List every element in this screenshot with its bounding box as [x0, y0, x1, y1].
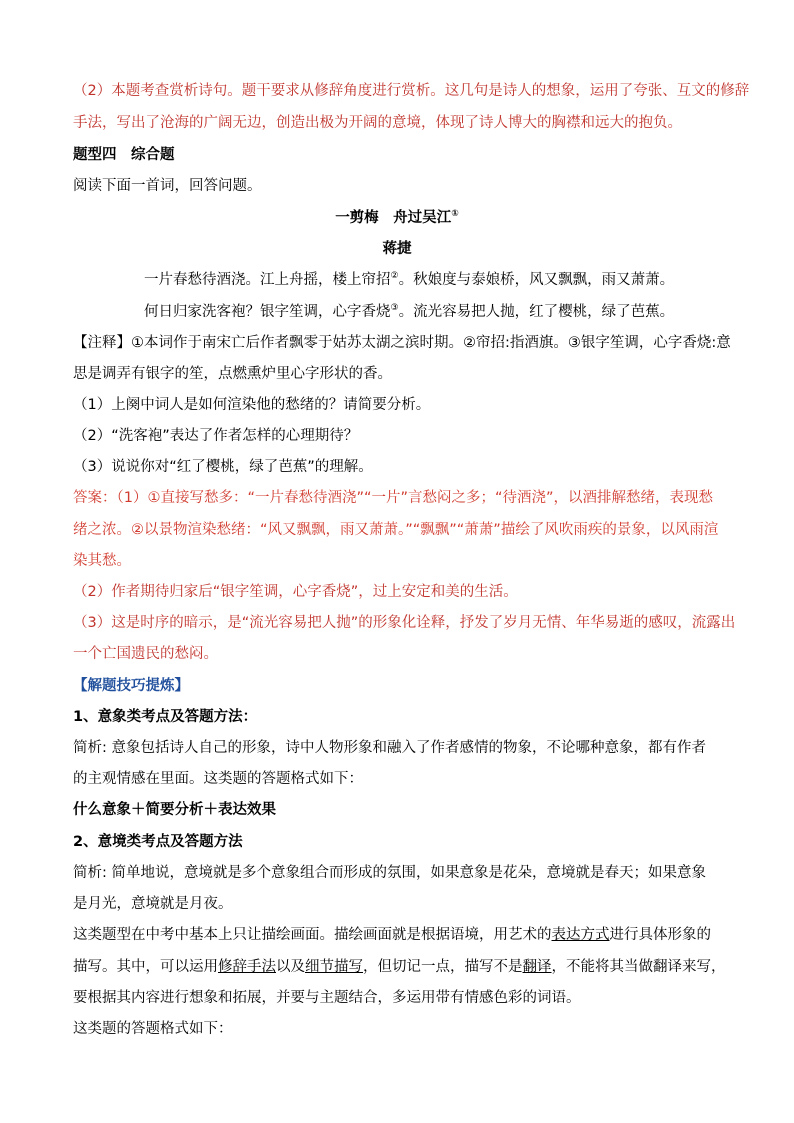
tip2-para-line1: 简析: 简单地说，意境就是多个意象组合而形成的氛围，如果意象是花朵，意境就是春天；如果意象 [73, 865, 706, 881]
notes-line2: 思是调弄有银字的笙，点燃熏炉里心字形状的香。 [73, 366, 392, 382]
tip2-para-line4: 描写。其中，可以运用修辞手法以及细节描写，但切记一点，描写不是翻译，不能将其当做翻译来写， [73, 959, 726, 975]
underlined-term: 表达方式 [551, 927, 610, 943]
tip2-para-line5: 要根据其内容进行想象和拓展，并要与主题结合，多运用带有情感色彩的词语。 [73, 990, 581, 1006]
question-2: （2）“洗客袍”表达了作者怎样的心理期待？ [73, 428, 359, 444]
q2-answer-line2: 手法，写出了沧海的广阔无边，创造出极为开阔的意境，体现了诗人博大的胸襟和远大的抱负。 [73, 115, 682, 131]
title-footnote-mark: ① [451, 209, 459, 220]
answer-1-line3: 染其愁。 [73, 553, 131, 569]
underlined-term: 细节描写 [305, 959, 363, 975]
poem-author: 蒋捷 [382, 241, 412, 257]
section-heading: 题型四 综合题 [73, 147, 175, 163]
tip1-para-line1: 简析: 意象包括诗人自己的形象，诗中人物形象和融入了作者感情的物象，不论哪种意象，都有作者 [73, 740, 706, 756]
underlined-term: 翻译 [522, 959, 552, 975]
tip1-formula: 什么意象＋简要分析＋表达效果 [73, 802, 276, 818]
tip2-title: 2、意境类考点及答题方法 [73, 834, 243, 850]
notes-line1: 【注释】①本词作于南宋亡后作者飘零于姑苏太湖之滨时期。②帘招:指酒旗。③银字笙调，心字香烧:意 [73, 335, 731, 351]
footnote-mark-2: ② [390, 271, 399, 282]
tip1-title: 1、意象类考点及答题方法： [73, 709, 258, 725]
poem-line-1: 一片春愁待酒浇。江上舟摇，楼上帘招②。秋娘度与泰娘桥，风又飘飘，雨又萧萧。 [144, 271, 675, 288]
question-3: （3）说说你对“红了樱桃，绿了芭蕉”的理解。 [73, 459, 373, 475]
poem-title: 一剪梅 舟过吴江① [335, 209, 459, 226]
question-1: （1）上阕中词人是如何渲染他的愁绪的？请简要分析。 [73, 397, 431, 413]
q2-answer-line1: （2）本题考查赏析诗句。题干要求从修辞角度进行赏析。这几句是诗人的想象，运用了夸张、互文的修辞 [73, 83, 750, 99]
section-intro: 阅读下面一首词，回答问题。 [73, 178, 262, 194]
underlined-term: 修辞手法 [218, 959, 276, 975]
tip2-para-line6: 这类题的答题格式如下： [73, 1021, 233, 1037]
tip2-para-line2: 是月光，意境就是月夜。 [73, 896, 233, 912]
answer-3-line2: 一个亡国遗民的愁闷。 [73, 646, 218, 662]
answer-2: （2）作者期待归家后“银字笙调，心字香烧”，过上安定和美的生活。 [73, 584, 518, 600]
poem-line-2: 何日归家洗客袍？银字笙调，心字香烧③。流光容易把人抛，红了樱桃，绿了芭蕉。 [144, 303, 675, 320]
answer-1-line2: 绪之浓。②以景物渲染愁绪：“风又飘飘，雨又萧萧。”“飘飘”“萧萧”描绘了风吹雨疾的景象，以风雨渲 [73, 522, 719, 538]
answer-3-line1: （3）这是时序的暗示，是“流光容易把人抛”的形象化诠释，抒发了岁月无情、年华易逝的感叹，流露出 [73, 615, 736, 631]
answer-1-line1: 答案：（1）①直接写愁多：“一片春愁待酒浇”“一片”言愁闷之多；“待酒浇”，以酒排解愁绪，表现愁 [73, 490, 714, 506]
tip2-para-line3: 这类题型在中考中基本上只让描绘画面。描绘画面就是根据语境，用艺术的表达方式进行具体形象的 [73, 927, 711, 943]
tip1-para-line2: 的主观情感在里面。这类题的答题格式如下： [73, 771, 363, 787]
tips-heading: 【解题技巧提炼】 [73, 678, 189, 694]
footnote-mark-3: ③ [390, 303, 399, 314]
